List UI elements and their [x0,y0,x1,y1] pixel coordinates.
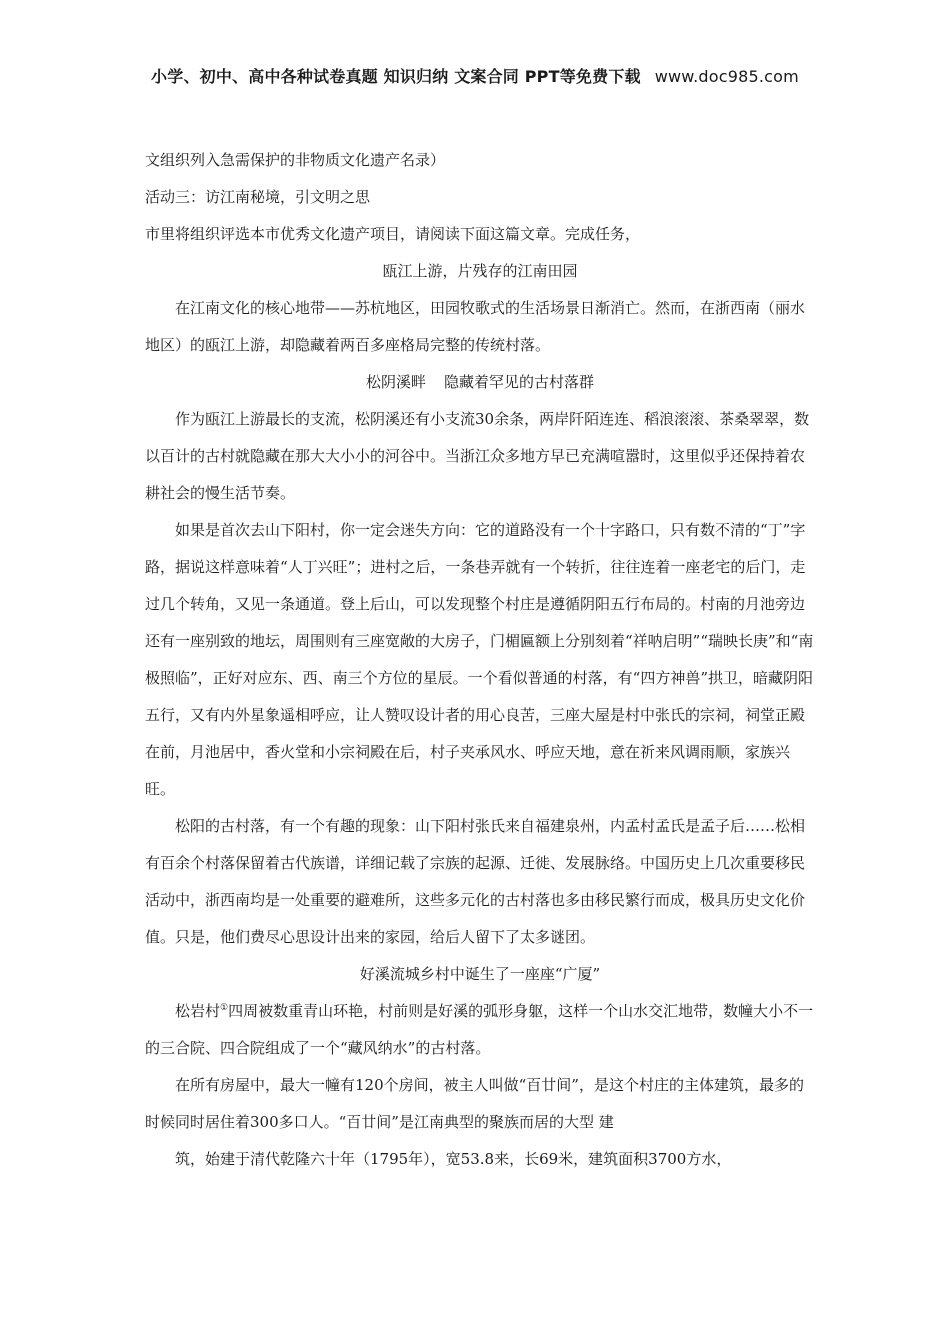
article-title: 瓯江上游，片残存的江南田园 [382,262,578,280]
paragraph-text: 四周被数重青山环艳，村前则是好溪的弧形身躯，这样一个山水交汇地带，数幢大小不一的三合院、四合院组成了一个“藏风纳水”的古村落。 [145,1002,814,1057]
place-name: 松岩村 [175,1002,221,1020]
footnote-marker: ① [220,1003,229,1013]
header-url[interactable]: www.doc985.com [654,67,799,86]
paragraph: 在所有房屋中，最大一幢有120个房间，被主人叫做“百廿间”，是这个村庄的主体建筑，最多的时候同时居住着300多口人。“百廿间”是江南典型的聚族而居的大型 建 [145,1076,804,1131]
section-subtitle: 好溪流城乡村中诞生了一座座“广厦” [359,965,601,983]
subtitle-part: 隐藏着罕见的古村落群 [444,373,595,391]
paragraph: 在江南文化的核心地带——苏杭地区，田园牧歌式的生活场景日渐消亡。然而，在浙西南（丽水地区）的瓯江上游，却隐藏着两百多座格局完整的传统村落。 [145,299,806,354]
paragraph: 作为瓯江上游最长的支流，松阴溪还有小支流30余条，两岸阡陌连连、稻浪滚滚、茶桑翠翠，数以百计的古村就隐藏在那大大小小的河谷中。当浙江众多地方早已充满喧嚣时，这里似乎还保持着农耕社会的慢生活节奏。 [145,410,810,502]
subtitle-part: 松阴溪畔 [365,373,426,391]
activity-heading: 活动三：访江南秘境，引文明之思 [145,188,371,206]
header-promo-text: 小学、初中、高中各种试卷真题 知识归纳 文案合同 PPT等免费下载 [151,67,641,86]
task-instruction: 市里将组织评选本市优秀文化遗产项目，请阅读下面这篇文章。完成任务， [145,225,641,243]
paragraph: 如果是首次去山下阳村，你一定会迷失方向：它的道路没有一个十字路口，只有数不清的“丁”字路，据说这样意味着“人丁兴旺”；进村之后，一条巷弄就有一个转折，往往连着一座老宅的后门，走过几个转角，又见一条通道。登上后山，可以发现整个村庄是遵循阴阳五行布局的。村南的月池旁边还有一座别致的地坛，周围则有三座宽敞的大房子，门楣匾额上分别刻着“祥呐启明”“瑞映长庚”和“南极照临”，正好对应东、西、南三个方位的星辰。一个看似普通的村落，有“四方神兽”拱卫，暗藏阴阳五行，又有内外星象遥相呼应，让人赞叹设计者的用心良苦，三座大屋是村中张氏的宗祠，祠堂正殿在前，月池居中，香火堂和小宗祠殿在后，村子夹承风水、呼应天地，意在祈来风调雨顺，家族兴旺。 [145,521,814,798]
paragraph: 筑，始建于清代乾隆六十年（1795年），宽53.8来，长69米，建筑面积3700方水， [175,1150,732,1168]
paragraph: 松阳的古村落，有一个有趣的现象：山下阳村张氏来自福建泉州，内孟村孟氏是孟子后……松相有百余个村落保留着古代族谱，详细记载了宗族的起源、迁徙、发展脉络。中国历史上几次重要移民活动中，浙西南均是一处重要的避难所，这些多元化的古村落也多由移民繁行而成，极具历史文化价值。只是，他们费尽心思设计出来的家园，给后人留下了太多谜团。 [145,817,806,946]
page-header [0,64,950,87]
paragraph [145,993,815,1067]
document-body [145,142,815,1178]
section-subtitle [145,364,815,401]
body-line: 文组织列入急需保护的非物质文化遗产名录） [145,151,446,169]
